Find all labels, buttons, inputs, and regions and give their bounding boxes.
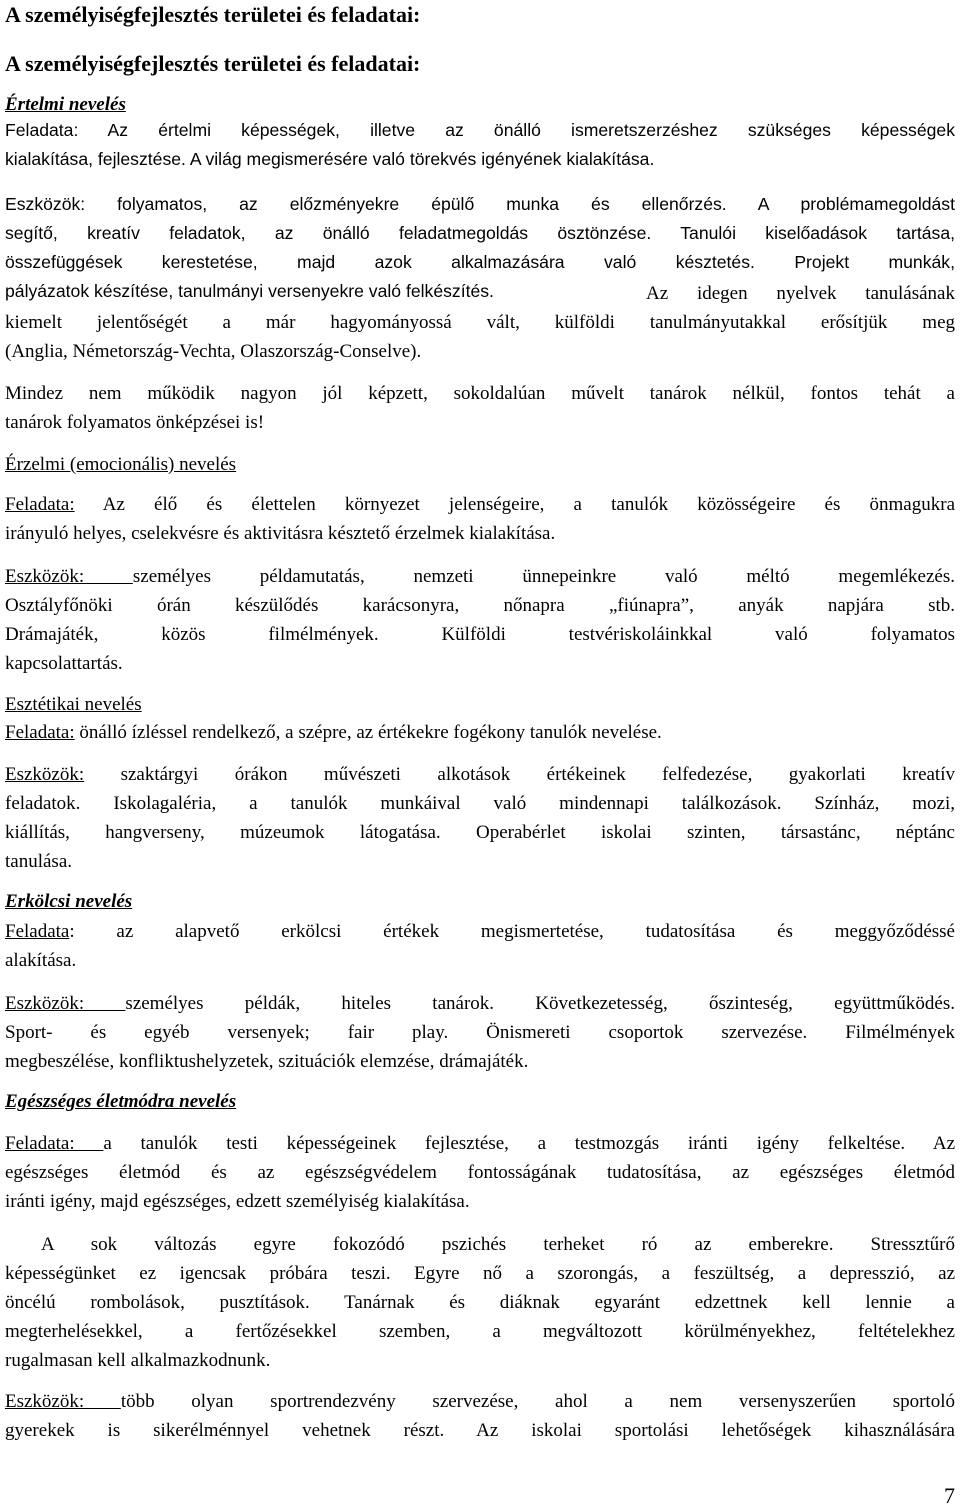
eszkozok-label: Eszközök: [5,1391,121,1412]
ertelmi-mindez-paragraph: Mindez nem működik nagyon jól képzett, sokoldalúan művelt tanárok nélkül, fontos tehát a tanárok folyamatos önképzései is! [5,383,955,433]
eszkozok-label: Eszközök: [5,993,126,1014]
erkolcsi-eszkozok-paragraph: Eszközök: személyes példák, hiteles tanárok. Következetesség, őszinteség, együttműködés. Sport- és egyéb versenyek; fair play. Önismereti csoportok szervezése. Filmélmények megbeszélése, konfliktushelyzetek, szituációk elemzése, drámajáték. [5,993,955,1072]
feladata-label: Feladata [5,921,70,942]
section-heading-erkolcsi: Erkölcsi nevelés [5,891,133,912]
feladata-label: Feladata: [5,120,79,140]
section-heading: A személyiségfejlesztés területei és feladatai: [5,51,421,76]
feladata-label: Feladata: [5,494,75,515]
ertelmi-nyelv-paragraph: kiemelt jelentőségét a már hagyományossá vált, külföldi tanulmányutakkal erősítjük meg (Anglia, Németország-Vechta, Olaszország-Conselve). [5,312,955,362]
egeszseges-stress-paragraph: A sok változás egyre fokozódó pszichés terheket ró az emberekre. Stressztűrő képességünket ez igencsak próbára teszi. Egyre nő a szorongás, a feszültség, a depresszió, az öncélú rombolások, pusztítások. Tanárnak és diáknak egyaránt edzettnek kell lennie a megterhelésekkel, a fertőzésekkel szemben, a megváltozott körülményekhez, feltételekhez rugalmasan kell alkalmazkodnunk. [5,1234,955,1371]
feladata-label: Feladata: [5,722,75,743]
section-heading-esztetikai: Esztétikai nevelés [5,694,142,715]
section-heading-egeszseges: Egészséges életmódra nevelés [5,1091,237,1112]
page-number: 7 [944,1483,955,1508]
esztetikai-eszkozok-paragraph: Eszközök: szaktárgyi órákon művészeti alkotások értékeinek felfedezése, gyakorlati kreatív feladatok. Iskolagaléria, a tanulók munkáival való mindennapi találkozások. Színház, mozi, kiállítás, hangverseny, múzeumok látogatása. Operabérlet iskolai szinten, társastánc, néptánc tanulása. [5,764,955,872]
section-heading-erzelmi: Érzelmi (emocionális) nevelés [5,454,237,475]
section-heading-ertelmi: Értelmi nevelés [5,94,126,115]
page-title: A személyiségfejlesztés területei és feladatai: [5,2,421,27]
egeszseges-eszkozok-paragraph: Eszközök: több olyan sportrendezvény szervezése, ahol a nem versenyszerűen sportoló gyerekek is sikerélménnyel vehetnek részt. Az iskolai sportolási lehetőségek kihasználására [5,1391,955,1441]
egeszseges-feladata-paragraph: Feladata: a tanulók testi képességeinek fejlesztése, a testmozgás iránti igény felkeltése. Az egészséges életmód és az egészségvédelem fontosságának tudatosítása, az egészséges életmód iránti igény, majd egészséges, edzett személyiség kialakítása. [5,1133,956,1212]
ertelmi-eszkozok-paragraph: Eszközök: folyamatos, az előzményekre épülő munka és ellenőrzés. A problémamegoldást segítő, kreatív feladatok, az önálló feladatmegoldás ösztönzése. Tanulói kiselőadások tartása, összefüggések kerestetése, majd azok alkalmazására való késztetés. Projekt munkák, pályázatok készítése, tanulmányi versenyekre való felkészítés. [5,194,955,301]
erkolcsi-feladata-paragraph: Feladata: az alapvető erkölcsi értékek megismertetése, tudatosítása és meggyőződéssé alakítása. [5,921,955,971]
eszkozok-label: Eszközök: [5,566,133,587]
feladata-label: Feladata: [5,1133,104,1154]
ertelmi-nyelv-line1: Az idegen nyelvek tanulásának [646,283,955,304]
erzelmi-eszkozok-paragraph: Eszközök: személyes példamutatás, nemzeti ünnepeinkre való méltó megemlékezés. Osztályfőnöki órán készülődés karácsonyra, nőnapra „fiúnapra”, anyák napjára stb. Drámajáték, közös filmélmények. Külföldi testvériskoláinkkal való folyamatos kapcsolattartás. [5,566,955,674]
ertelmi-feladata-paragraph: Feladata: Az értelmi képességek, illetve az önálló ismeretszerzéshez szükséges képességek kialakítása, fejlesztése. A világ megismerésére való törekvés igényének kialakítása. [5,120,955,169]
erzelmi-feladata-paragraph: Feladata: Az élő és élettelen környezet jelenségeire, a tanulók közösségeire és önmagukra irányuló helyes, cselekvésre és aktivitásra késztető érzelmek kialakítása. [5,494,955,544]
esztetikai-feladata-paragraph: Feladata: önálló ízléssel rendelkező, a szépre, az értékekre fogékony tanulók nevelése. [5,722,662,743]
eszkozok-label: Eszközök: [5,764,85,785]
